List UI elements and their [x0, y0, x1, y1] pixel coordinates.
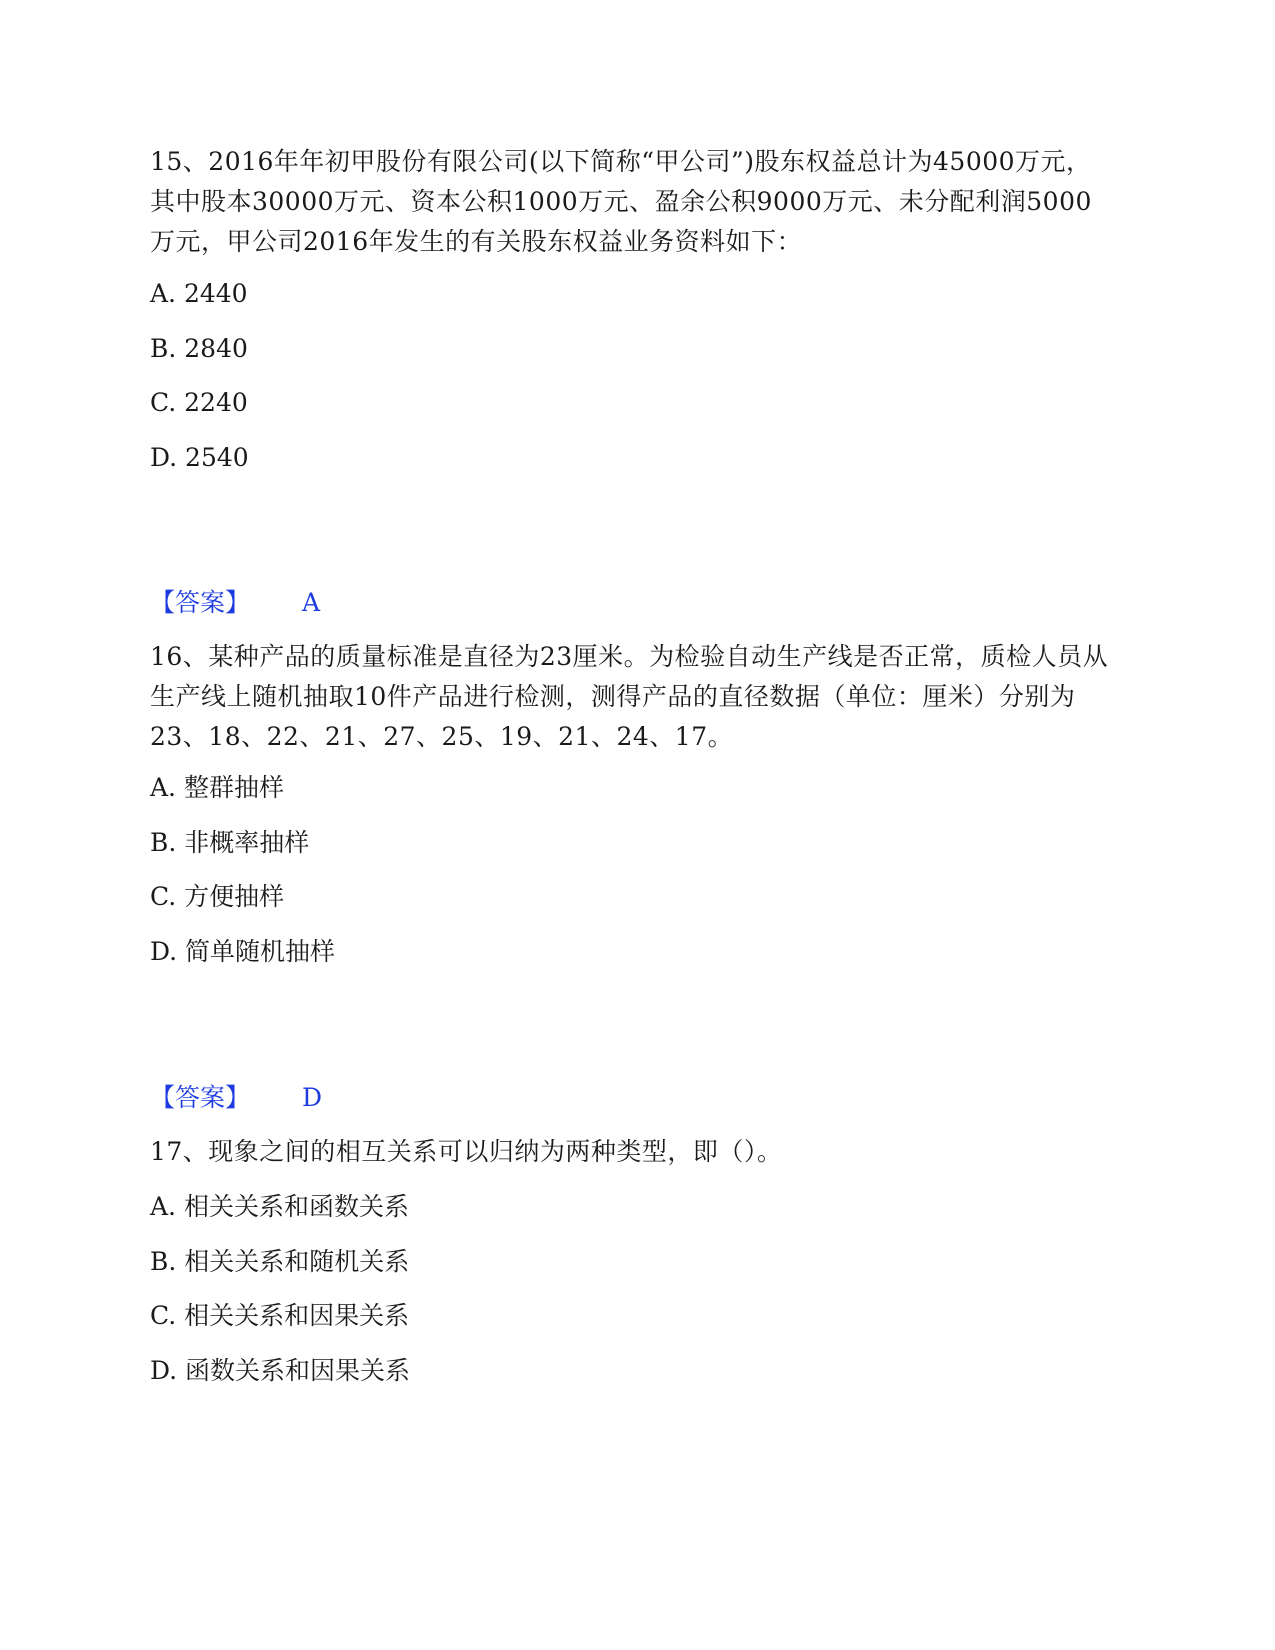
question-15: [150, 142, 1110, 262]
option-a: A. 整群抽样: [150, 773, 284, 802]
question-16: [150, 637, 1110, 757]
option-a: A. 相关关系和函数关系: [150, 1192, 409, 1221]
question-17-options: [150, 1187, 1110, 1387]
answer-label: 【答案】: [150, 1083, 251, 1112]
option-d: D. 2540: [150, 443, 249, 472]
option-c: C. 2240: [150, 388, 248, 417]
question-15-options: [150, 274, 1110, 474]
option-b: B. 相关关系和随机关系: [150, 1247, 410, 1276]
question-stem: 17、现象之间的相互关系可以归纳为两种类型，即（）。: [150, 1137, 783, 1166]
question-stem: 15、2016年年初甲股份有限公司(以下简称“甲公司”)股东权益总计为45000万元，其中股本30000万元、资本公积1000万元、盈余公积9000万元、未分配利润5000万元，甲公司2016年发生的有关股东权益业务资料如下：: [150, 147, 1092, 256]
question-17: [150, 1132, 1110, 1172]
option-a: A. 2440: [150, 279, 248, 308]
answer-value: A: [302, 588, 321, 617]
option-c: C. 方便抽样: [150, 882, 285, 911]
option-b: B. 2840: [150, 334, 248, 363]
question-16-options: [150, 768, 1110, 968]
option-d: D. 简单随机抽样: [150, 937, 336, 966]
option-d: D. 函数关系和因果关系: [150, 1356, 411, 1385]
answer-line: [150, 1078, 322, 1118]
option-b: B. 非概率抽样: [150, 828, 310, 857]
answer-value: D: [302, 1083, 323, 1112]
option-c: C. 相关关系和因果关系: [150, 1301, 410, 1330]
question-stem: 16、某种产品的质量标准是直径为23厘米。为检验自动生产线是否正常，质检人员从生产线上随机抽取10件产品进行检测，测得产品的直径数据（单位：厘米）分别为23、18、22、21、27、25、19、21、24、17。: [150, 642, 1109, 751]
answer-label: 【答案】: [150, 588, 251, 617]
answer-line: [150, 583, 320, 623]
